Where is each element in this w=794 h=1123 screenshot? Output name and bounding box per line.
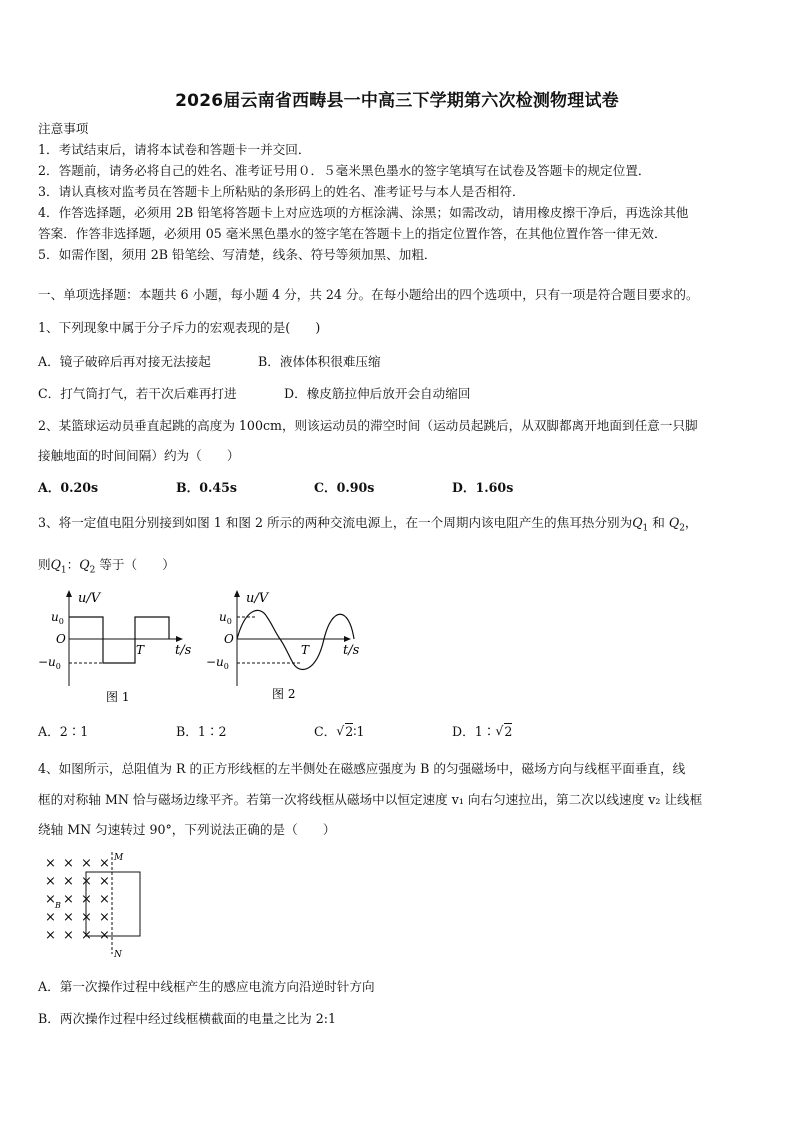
fig2-axis-t-label: t/s xyxy=(343,643,360,658)
field-cross-mark: × xyxy=(81,910,92,925)
fig2-period-label: T xyxy=(301,643,310,657)
magnetic-field-crosses xyxy=(45,856,110,943)
question-1-stem: 1、下列现象中属于分子斥力的宏观表现的是( ) xyxy=(38,320,321,335)
question-4-stem: 4、如图所示，总阻值为 R 的正方形线框的左半侧处在磁感应强度为 B 的匀强磁场中，磁场方向与线框平面垂直，线 xyxy=(38,761,686,776)
q3-option-c xyxy=(314,724,365,740)
field-cross-mark: × xyxy=(45,892,56,907)
notice-item: 4．作答选择题，必须用 2B 铅笔将答题卡上对应选项的方框涂满、涂黑；如需改动，请用橡皮擦干净后，再选涂其他 xyxy=(38,205,689,220)
q1-option-a: A．镜子破碎后再对接无法接起 xyxy=(38,354,211,369)
question-3-stem xyxy=(38,515,698,537)
notice-item: 5．如需作图，须用 2B 铅笔绘、写清楚，线条、符号等须加黑、加粗． xyxy=(38,247,437,262)
q3-q1-symbol: Q xyxy=(632,515,643,530)
fig1-waveform xyxy=(69,617,169,663)
field-cross-mark: × xyxy=(99,910,110,925)
fig2-axis-u-label: u/V xyxy=(246,591,269,606)
q2-option-a: A．0.20s xyxy=(38,480,99,495)
fig1-origin-label: O xyxy=(56,632,66,646)
notice-heading: 注意事项 xyxy=(38,121,89,136)
q3-comma: ， xyxy=(684,515,698,530)
figure-1-square-wave xyxy=(36,586,206,710)
q2-option-b: B．0.45s xyxy=(176,480,238,495)
field-cross-mark: × xyxy=(81,928,92,943)
field-cross-mark: × xyxy=(81,856,92,871)
q3-stem2-pre: 则 xyxy=(38,557,51,572)
notice-item: 答案．作答非选择题，必须用 05 毫米黑色墨水的签字笔在答题卡上的指定位置作答，在其他位置作答一律无效． xyxy=(38,226,667,241)
field-cross-mark: × xyxy=(63,928,74,943)
notice-item: 1．考试结束后，请将本试卷和答题卡一并交回． xyxy=(38,142,311,157)
section-heading: 一、单项选择题：本题共 6 小题，每小题 4 分，共 24 分。在每小题给出的四个选项中，只有一项是符合题目要求的。 xyxy=(38,287,699,302)
square-coil xyxy=(86,872,140,936)
q3-stem-text: 3、将一定值电阻分别接到如图 1 和图 2 所示的两种交流电源上，在一个周期内该电阻产生的焦耳热分别为 xyxy=(38,515,633,530)
fig1-caption: 图 1 xyxy=(106,690,130,704)
q1-option-c: C．打气筒打气，若干次后难再打进 xyxy=(38,386,237,401)
question-4-stem-cont2: 绕轴 MN 匀速转过 90°，下列说法正确的是（ ） xyxy=(38,822,336,837)
field-cross-mark: × xyxy=(81,874,92,889)
q3-q2-symbol: Q xyxy=(79,557,90,572)
q3-option-a: A．2∶1 xyxy=(38,724,89,739)
q3-q2-sub: 2 xyxy=(679,523,685,534)
q3-c-prefix: C． xyxy=(314,724,337,739)
q4-option-b xyxy=(38,1011,336,1027)
figure-2-sine-wave xyxy=(206,586,376,710)
question-2-stem: 2、某篮球运动员垂直起跳的高度为 100cm，则该运动员的滞空时间（运动员起跳后，从双脚都离开地面到任意一只脚 xyxy=(38,418,698,433)
q2-option-c: C．0.90s xyxy=(314,480,375,495)
q3-q1-symbol: Q xyxy=(50,557,61,572)
q3-d-prefix: D．1∶ xyxy=(452,724,496,739)
label-n: N xyxy=(114,950,122,960)
fig1-u0-label: $u_0$ xyxy=(51,610,64,626)
q3-q1-sub: 1 xyxy=(60,565,67,576)
q3-option-d xyxy=(452,724,512,740)
q1-option-b: B．液体体积很难压缩 xyxy=(258,354,381,369)
label-b: B xyxy=(55,901,61,910)
q3-q2-symbol: Q xyxy=(668,515,680,530)
q3-option-b: B．1∶2 xyxy=(176,724,227,739)
fig2-origin-label: O xyxy=(224,632,234,646)
notice-item: 3．请认真核对监考员在答题卡上所粘贴的条形码上的姓名、准考证号与本人是否相符． xyxy=(38,184,525,199)
field-cross-mark: × xyxy=(45,856,56,871)
question-3-stem-cont xyxy=(38,557,175,579)
q3-and: 和 xyxy=(648,515,669,530)
fig1-neg-u0-label: $-u_0$ xyxy=(38,655,61,671)
field-cross-mark: × xyxy=(99,892,110,907)
q3-c-suffix: ∶1 xyxy=(353,724,365,739)
fig2-neg-u0-label: $-u_0$ xyxy=(206,655,229,671)
field-cross-mark: × xyxy=(81,892,92,907)
field-cross-mark: × xyxy=(45,910,56,925)
q3-q1-sub: 1 xyxy=(642,523,649,534)
q3-c-radicand: 2 xyxy=(345,724,354,739)
q3-q2-sub: 2 xyxy=(89,565,96,576)
field-cross-mark: × xyxy=(99,874,110,889)
field-cross-mark: × xyxy=(45,874,56,889)
field-cross-mark: × xyxy=(45,928,56,943)
question-4-stem-cont: 框的对称轴 MN 恰与磁场边缘平齐。若第一次将线框从磁场中以恒定速度 v₁ 向右匀速拉出，第二次以线速度 v₂ 让线框 xyxy=(38,792,703,807)
notice-item: 2．答题前，请务必将自己的姓名、准考证号用０．５毫米黑色墨水的签字笔填写在试卷及答题卡的规定位置． xyxy=(38,163,651,178)
fig2-t-arrow xyxy=(344,636,351,642)
radical-icon: √ xyxy=(495,723,504,738)
q4-option-a: A．第一次操作过程中线框产生的感应电流方向沿逆时针方向 xyxy=(38,979,375,994)
q2-option-d: D．1.60s xyxy=(452,480,514,495)
field-cross-mark: × xyxy=(63,910,74,925)
q4-option-b-text: B．两次操作过程中经过线框横截面的电量之比为 2:1 xyxy=(38,1011,336,1026)
q3-ratio-sep: ： xyxy=(66,557,80,572)
fig1-u-arrow xyxy=(66,590,72,597)
field-cross-mark: × xyxy=(63,874,74,889)
q1-option-d: D．橡皮筋拉伸后放开会自动缩回 xyxy=(284,386,471,401)
q3-d-sqrt xyxy=(495,724,512,739)
field-cross-mark: × xyxy=(63,892,74,907)
fig1-t-arrow xyxy=(176,636,183,642)
radical-icon: √ xyxy=(336,723,345,738)
label-m: M xyxy=(114,853,124,863)
q3-stem2-post: 等于（ ） xyxy=(95,557,175,572)
q3-d-radicand: 2 xyxy=(504,724,513,739)
fig1-axis-u-label: u/V xyxy=(78,591,101,606)
fig2-waveform xyxy=(237,610,354,669)
fig1-axis-t-label: t/s xyxy=(175,643,192,658)
q3-c-sqrt xyxy=(336,724,353,739)
fig2-u0-label: $u_0$ xyxy=(219,610,232,626)
field-cross-mark: × xyxy=(63,856,74,871)
fig2-u-arrow xyxy=(234,590,240,597)
field-cross-mark: × xyxy=(99,928,110,943)
page-title: 2026届云南省西畴县一中高三下学期第六次检测物理试卷 xyxy=(175,91,619,111)
question-2-stem-cont: 接触地面的时间间隔）约为（ ） xyxy=(38,448,240,463)
fig1-period-label: T xyxy=(136,643,145,657)
figure-q4-magnetic-field xyxy=(38,848,158,963)
fig2-caption: 图 2 xyxy=(272,687,296,701)
field-cross-mark: × xyxy=(99,856,110,871)
